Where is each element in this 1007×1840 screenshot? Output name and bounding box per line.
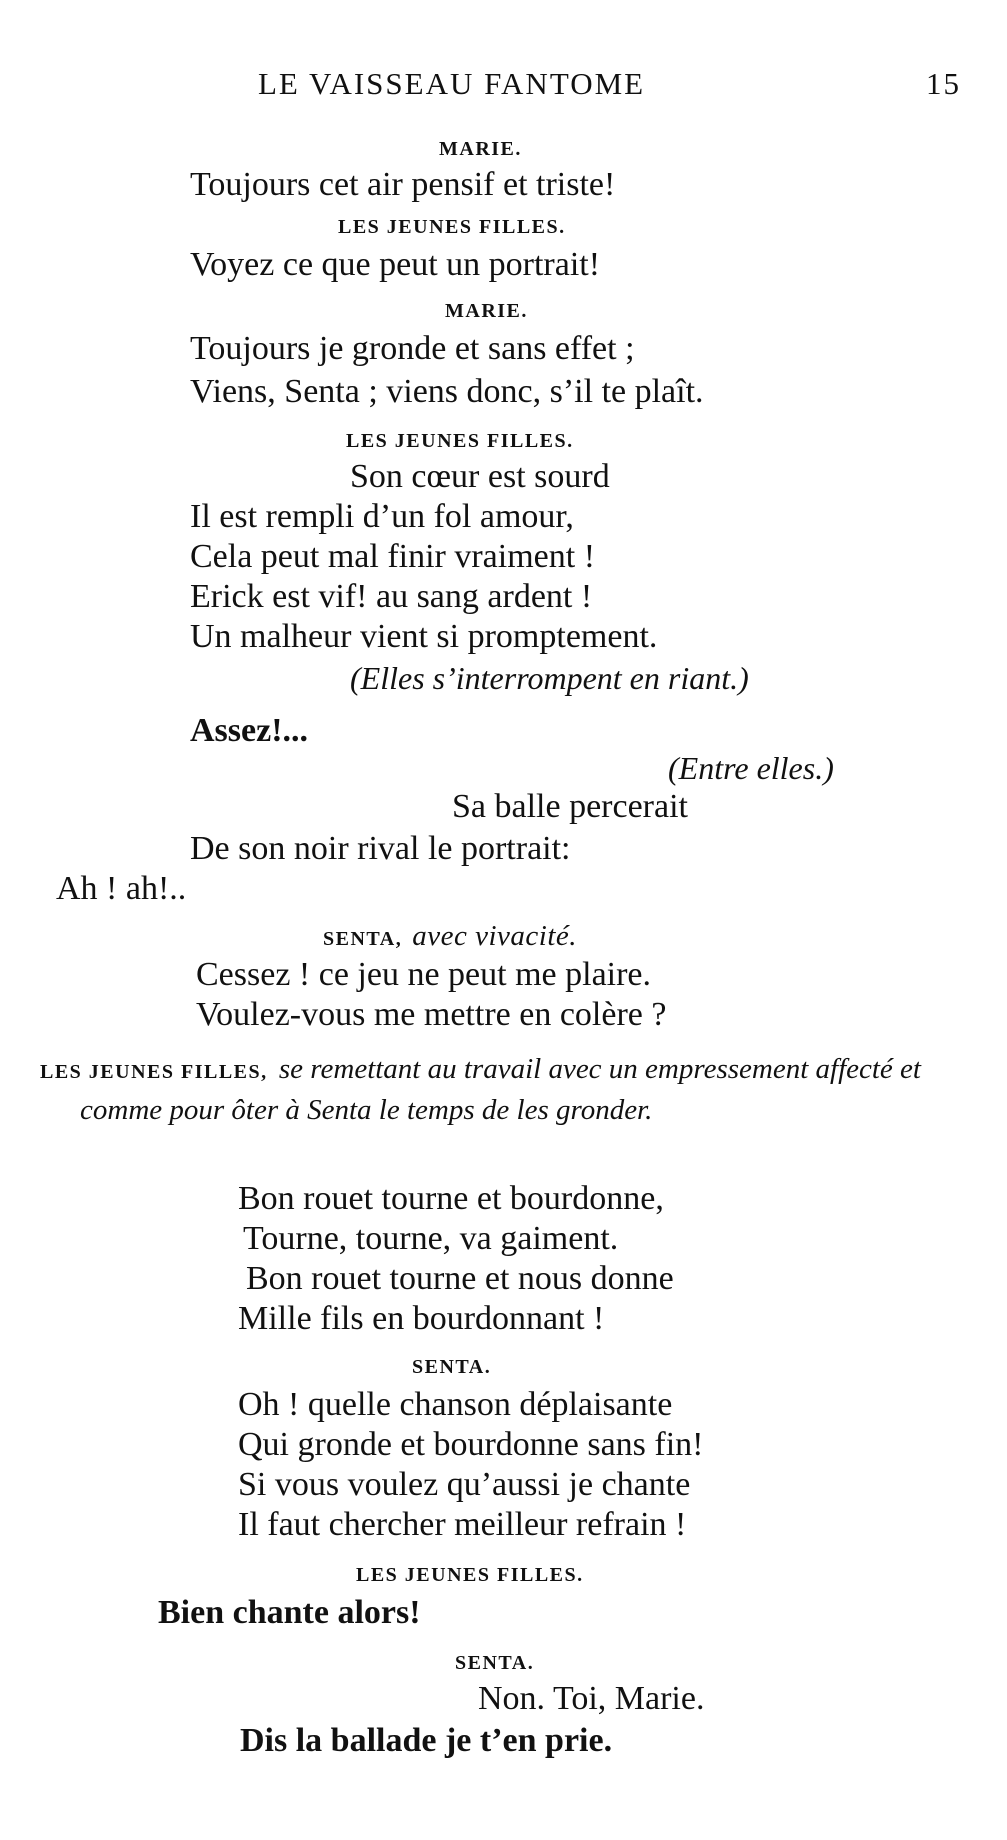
verse-line: Si vous voulez qu’aussi je chante xyxy=(238,1466,691,1503)
verse-line: Erick est vif! au sang ardent ! xyxy=(190,578,593,615)
verse-line: Mille fils en bourdonnant ! xyxy=(238,1300,605,1337)
verse-line: Il faut chercher meilleur refrain ! xyxy=(238,1506,687,1543)
verse-line: De son noir rival le portrait: xyxy=(190,830,571,867)
page-number: 15 xyxy=(926,66,961,101)
verse-line: Bon rouet tourne et bourdonne, xyxy=(238,1180,664,1217)
speaker-label: MARIE. xyxy=(439,138,522,160)
verse-line: Il est rempli d’un fol amour, xyxy=(190,498,574,535)
verse-line: Tourne, tourne, va gaiment. xyxy=(243,1220,619,1257)
speaker-label: SENTA. xyxy=(455,1652,535,1674)
verse-line: Bon rouet tourne et nous donne xyxy=(246,1260,674,1297)
verse-line: Cela peut mal finir vraiment ! xyxy=(190,538,596,575)
speaker-label: SENTA, xyxy=(323,928,403,950)
verse-line: Non. Toi, Marie. xyxy=(478,1680,705,1717)
verse-line: Cessez ! ce jeu ne peut me plaire. xyxy=(196,956,652,993)
speaker-direction: avec vivacité. xyxy=(412,920,577,952)
speaker-label: SENTA. xyxy=(412,1356,492,1378)
verse-line: Assez!... xyxy=(190,712,309,749)
verse-line: Toujours cet air pensif et triste! xyxy=(190,166,616,203)
speaker-label: LES JEUNES FILLES. xyxy=(338,216,566,238)
speaker-heading xyxy=(323,920,577,953)
verse-line: Son cœur est sourd xyxy=(350,458,610,495)
verse-line: Sa balle percerait xyxy=(452,788,688,825)
speaker-label: LES JEUNES FILLES, xyxy=(40,1061,268,1083)
speaker-heading xyxy=(40,1050,975,1129)
speaker-label: LES JEUNES FILLES. xyxy=(356,1564,584,1586)
verse-line: Toujours je gronde et sans effet ; xyxy=(190,330,635,367)
verse-line: Dis la ballade je t’en prie. xyxy=(240,1722,613,1759)
verse-line: Viens, Senta ; viens donc, s’il te plaît. xyxy=(190,373,704,410)
stage-direction: (Elles s’interrompent en riant.) xyxy=(350,660,749,696)
verse-line: Oh ! quelle chanson déplaisante xyxy=(238,1386,673,1423)
verse-line: Ah ! ah!.. xyxy=(56,870,187,907)
speaker-direction: se remettant au travail avec un empressement affecté et comme pour ôter à Senta le temps de les gronder. xyxy=(80,1053,921,1126)
verse-line: Qui gronde et bourdonne sans fin! xyxy=(238,1426,704,1463)
speaker-label: LES JEUNES FILLES. xyxy=(346,430,574,452)
verse-line: Un malheur vient si promptement. xyxy=(190,618,658,655)
verse-line: Bien chante alors! xyxy=(158,1594,421,1631)
speaker-label: MARIE. xyxy=(445,300,528,322)
verse-line: Voyez ce que peut un portrait! xyxy=(190,246,601,283)
verse-line: Voulez-vous me mettre en colère ? xyxy=(196,996,667,1033)
running-title: LE VAISSEAU FANTOME xyxy=(258,66,646,101)
stage-direction: (Entre elles.) xyxy=(668,750,834,786)
